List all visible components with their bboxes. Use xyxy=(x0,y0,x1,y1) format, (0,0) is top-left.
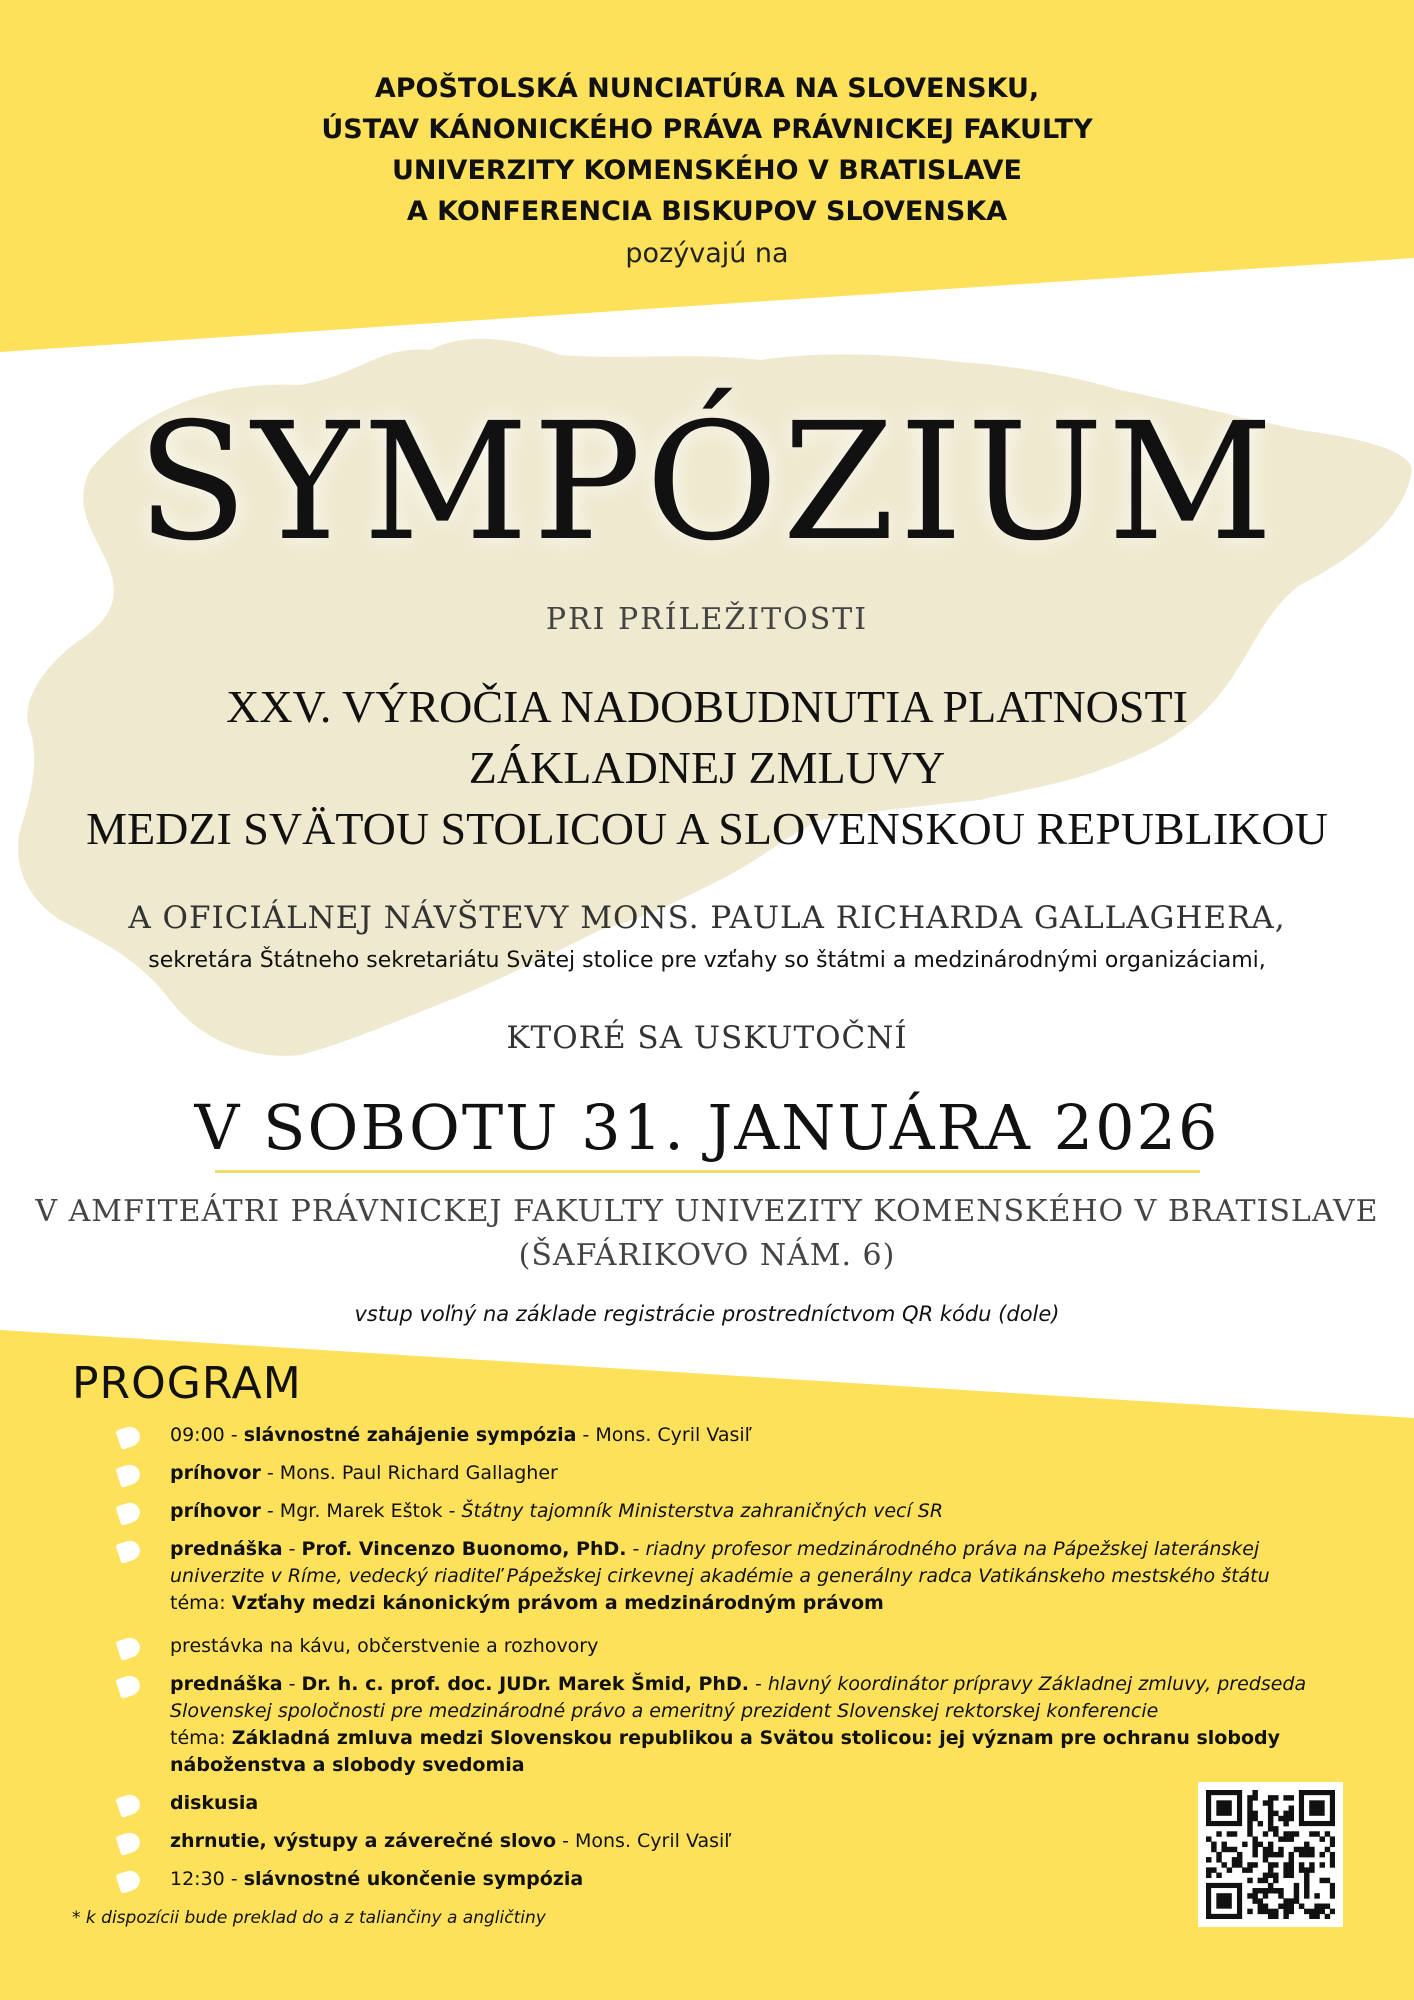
program-list xyxy=(118,1422,1318,1904)
item-title: príhovor xyxy=(170,1500,261,1522)
venue-line: V AMFITEÁTRI PRÁVNICKEJ FAKULTY UNIVEZITY KOMENSKÉHO V BRATISLAVE xyxy=(35,1194,1379,1229)
visit-line: A OFICIÁLNEJ NÁVŠTEVY MONS. PAULA RICHARDA GALLAGHERA, xyxy=(128,900,1286,936)
item-time: 12:30 - xyxy=(170,1868,244,1890)
item-text: - Mons. Cyril Vasiľ xyxy=(556,1830,732,1852)
program-item xyxy=(118,1671,1318,1779)
item-text: - xyxy=(282,1673,302,1695)
bullet-icon xyxy=(115,1635,142,1661)
will-take-place-text: KTORÉ SA USKUTOČNÍ xyxy=(506,1020,908,1056)
item-title: diskusia xyxy=(170,1792,259,1814)
item-speaker: Dr. h. c. prof. doc. JUDr. Marek Šmid, PhD. xyxy=(301,1673,749,1695)
entry-note: vstup voľný na základe registrácie prostredníctvom QR kódu (dole) xyxy=(354,1302,1060,1326)
organizer-line: ÚSTAV KÁNONICKÉHO PRÁVA PRÁVNICKEJ FAKULTY xyxy=(321,114,1093,145)
venue xyxy=(0,1190,1414,1278)
header xyxy=(0,68,1414,269)
bullet-icon xyxy=(115,1500,142,1526)
item-time: 09:00 - xyxy=(170,1424,244,1446)
item-title: prednáška xyxy=(170,1673,283,1695)
item-text: - xyxy=(282,1538,302,1560)
program-item xyxy=(118,1422,1318,1449)
item-title: príhovor xyxy=(170,1462,261,1484)
visit-subtitle: sekretára Štátneho sekretariátu Svätej stolice pre vzťahy so štátmi a medzinárodnými organizáciami, xyxy=(148,948,1266,973)
item-theme: Vzťahy medzi kánonickým právom a medzinárodným právom xyxy=(231,1592,884,1614)
item-note: Štátny tajomník Ministerstva zahraničných vecí SR xyxy=(461,1500,944,1522)
invite-text: pozývajú na xyxy=(625,238,789,269)
venue-address: (ŠAFÁRIKOVO NÁM. 6) xyxy=(518,1238,896,1273)
item-text: - Mgr. Marek Eštok - xyxy=(260,1500,462,1522)
program-item xyxy=(118,1460,1318,1487)
bullet-icon xyxy=(115,1424,142,1450)
event-date: V SOBOTU 31. JANUÁRA 2026 xyxy=(194,1091,1220,1164)
program-item xyxy=(118,1536,1318,1617)
qr-code-icon xyxy=(1206,1790,1335,1919)
item-theme: Základná zmluva medzi Slovenskou republikou a Svätou stolicou: jej význam pre ochranu slobody náboženstva a slobody svedomia xyxy=(170,1727,1280,1776)
anniversary-line: XXV. VÝROČIA NADOBUDNUTIA PLATNOSTI xyxy=(226,681,1188,732)
organizer-line: UNIVERZITY KOMENSKÉHO V BRATISLAVE xyxy=(391,155,1022,186)
organizer-line: APOŠTOLSKÁ NUNCIATÚRA NA SLOVENSKU, xyxy=(374,73,1040,104)
item-title: slávnostné ukončenie sympózia xyxy=(243,1868,584,1890)
item-sep: - xyxy=(626,1538,646,1560)
date-underline xyxy=(215,1170,1200,1173)
item-theme-label: téma: xyxy=(170,1592,232,1614)
program-heading: PROGRAM xyxy=(72,1358,302,1409)
bullet-icon xyxy=(115,1868,142,1894)
anniversary-line: ZÁKLADNEJ ZMLUVY xyxy=(468,742,946,793)
program-item xyxy=(118,1633,1318,1660)
bullet-icon xyxy=(115,1538,142,1564)
item-theme-label: téma: xyxy=(170,1727,232,1749)
qr-code[interactable] xyxy=(1198,1782,1343,1927)
item-title: zhrnutie, výstupy a záverečné slovo xyxy=(170,1830,557,1852)
item-speaker: Prof. Vincenzo Buonomo, PhD. xyxy=(301,1538,627,1560)
item-note: hlavný koordinátor prípravy Základnej zmluvy, predseda Slovenskej spoločnosti pre medzinárodné právo a emeritný prezident Slovenskej rektorskej konferencie xyxy=(170,1673,1307,1722)
item-text: prestávka na kávu, občerstvenie a rozhovory xyxy=(170,1635,599,1657)
occasion-text: PRI PRÍLEŽITOSTI xyxy=(545,602,869,637)
bullet-icon xyxy=(115,1673,142,1699)
item-sep: - xyxy=(748,1673,768,1695)
item-text: - Mons. Cyril Vasiľ xyxy=(576,1424,752,1446)
organizer-line: A KONFERENCIA BISKUPOV SLOVENSKA xyxy=(406,196,1008,227)
bullet-icon xyxy=(115,1792,142,1818)
bullet-icon xyxy=(115,1830,142,1856)
program-item xyxy=(118,1790,1318,1817)
program-item xyxy=(118,1866,1318,1893)
event-title: SYMPÓZIUM xyxy=(136,389,1278,577)
item-note: riadny profesor medzinárodného práva na Pápežskej lateránskej univerzite v Ríme, vedecký riaditeľ Pápežskej cirkevnej akadémie a generálny radca Vatikánskeho mestského štátu xyxy=(170,1538,1270,1587)
item-title: prednáška xyxy=(170,1538,283,1560)
bullet-icon xyxy=(115,1462,142,1488)
program-item xyxy=(118,1828,1318,1855)
item-title: slávnostné zahájenie sympózia xyxy=(243,1424,577,1446)
translation-footnote: * k dispozícii bude preklad do a z taliančiny a angličtiny xyxy=(72,1908,546,1928)
item-text: - Mons. Paul Richard Gallagher xyxy=(260,1462,558,1484)
anniversary-line: MEDZI SVÄTOU STOLICOU A SLOVENSKOU REPUBLIKOU xyxy=(86,803,1328,854)
program-item xyxy=(118,1498,1318,1525)
anniversary-block xyxy=(0,676,1414,859)
